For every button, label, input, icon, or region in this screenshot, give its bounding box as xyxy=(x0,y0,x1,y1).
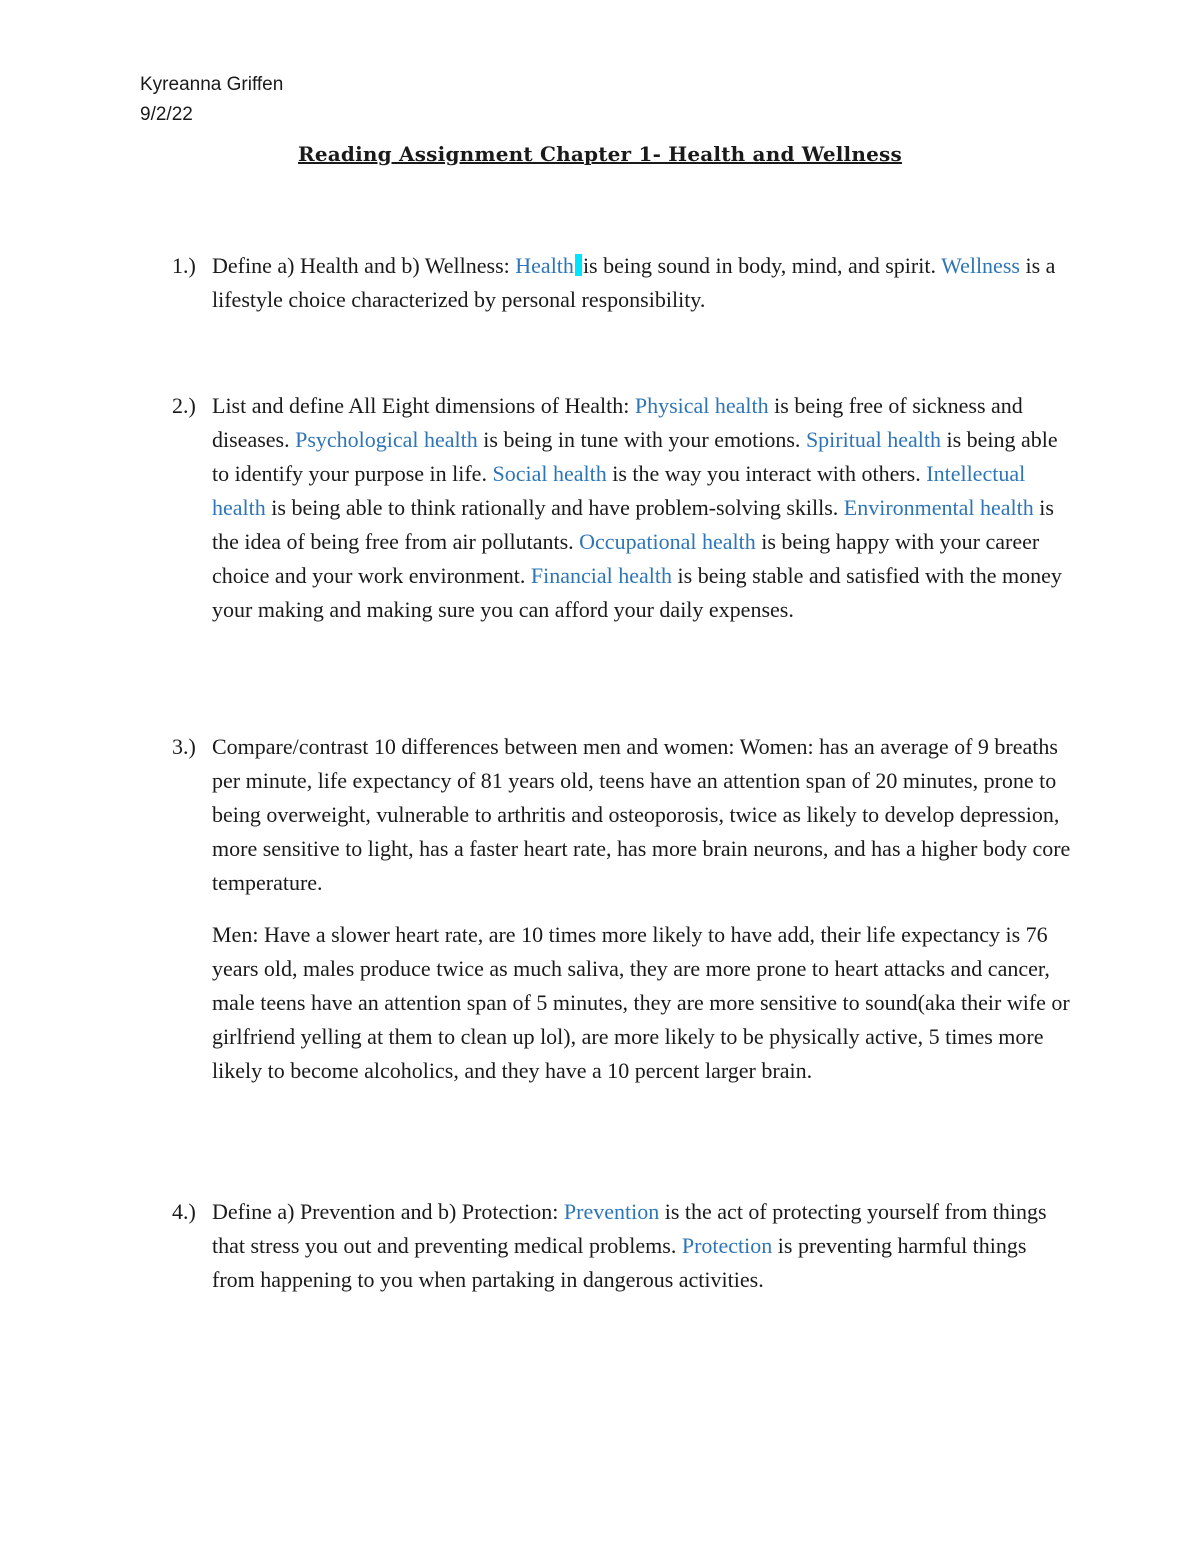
author-block xyxy=(140,70,283,130)
document-title: Reading Assignment Chapter 1- Health and Wellness xyxy=(298,142,902,166)
question-2-number: 2.) xyxy=(172,393,196,418)
term-environmental-health: Environmental health xyxy=(843,495,1034,520)
women-paragraph: Compare/contrast 10 differences between men and women: Women: has an average of 9 breaths per minute, life expectancy of 81 years old, teens have an attention span of 20 minutes, prone to being overweight, vulnerable to arthritis and osteoporosis, twice as likely to develop depression, more sensitive to light, has a faster heart rate, has more brain neurons, and has a higher body core temperature. xyxy=(212,734,1071,895)
text-cursor xyxy=(575,254,582,276)
term-social-health: Social health xyxy=(492,461,607,486)
document-date: 9/2/22 xyxy=(140,104,193,125)
term-protection: Protection xyxy=(681,1233,773,1258)
question-4 xyxy=(172,1195,1072,1297)
author-name: Kyreanna Griffen xyxy=(140,74,284,95)
term-intellectual-health: Intellectual health xyxy=(212,461,1026,520)
question-2 xyxy=(172,389,1072,627)
term-spiritual-health: Spiritual health xyxy=(805,427,941,452)
question-3-number: 3.) xyxy=(172,734,196,759)
question-2-text: List and define All Eight dimensions of Health: Physical health is being free of sickness and diseases. Psychological health is being in tune with your emotions. Spiritual health is being able to identify your purpose in life. Social health is the way you interact with others. Intellectual health is being able to think rationally and have problem-solving skills. Environmental health is the idea of being free from air pollutants. Occupational health is being happy with your career choice and your work environment. Financial health is being stable and satisfied with the money your making and making sure you can afford your daily expenses. xyxy=(212,393,1062,622)
question-4-number: 4.) xyxy=(172,1199,196,1224)
question-3 xyxy=(172,730,1072,1088)
term-occupational-health: Occupational health xyxy=(579,529,756,554)
term-prevention: Prevention xyxy=(563,1199,660,1224)
term-health: Health xyxy=(515,253,574,278)
question-1-text: Define a) Health and b) Wellness: Health is being sound in body, mind, and spirit. Wellness is a lifestyle choice characterized by personal responsibility. xyxy=(212,253,1056,312)
term-financial-health: Financial health xyxy=(530,563,673,588)
term-psychological-health: Psychological health xyxy=(295,427,478,452)
question-1-number: 1.) xyxy=(172,253,196,278)
question-1 xyxy=(172,249,1072,317)
question-3-text xyxy=(212,730,1072,1088)
question-4-text: Define a) Prevention and b) Protection: Prevention is the act of protecting yourself from things that stress you out and preventing medical problems. Protection is preventing harmful things from happening to you when partaking in dangerous activities. xyxy=(212,1199,1047,1292)
men-paragraph: Men: Have a slower heart rate, are 10 times more likely to have add, their life expectancy is 76 years old, males produce twice as much saliva, they are more prone to heart attacks and cancer, male teens have an attention span of 5 minutes, they are more sensitive to sound(aka their wife or girlfriend yelling at them to clean up lol), are more likely to be physically active, 5 times more likely to become alcoholics, and they have a 10 percent larger brain. xyxy=(212,922,1070,1083)
term-physical-health: Physical health xyxy=(634,393,769,418)
term-wellness: Wellness xyxy=(941,253,1020,278)
